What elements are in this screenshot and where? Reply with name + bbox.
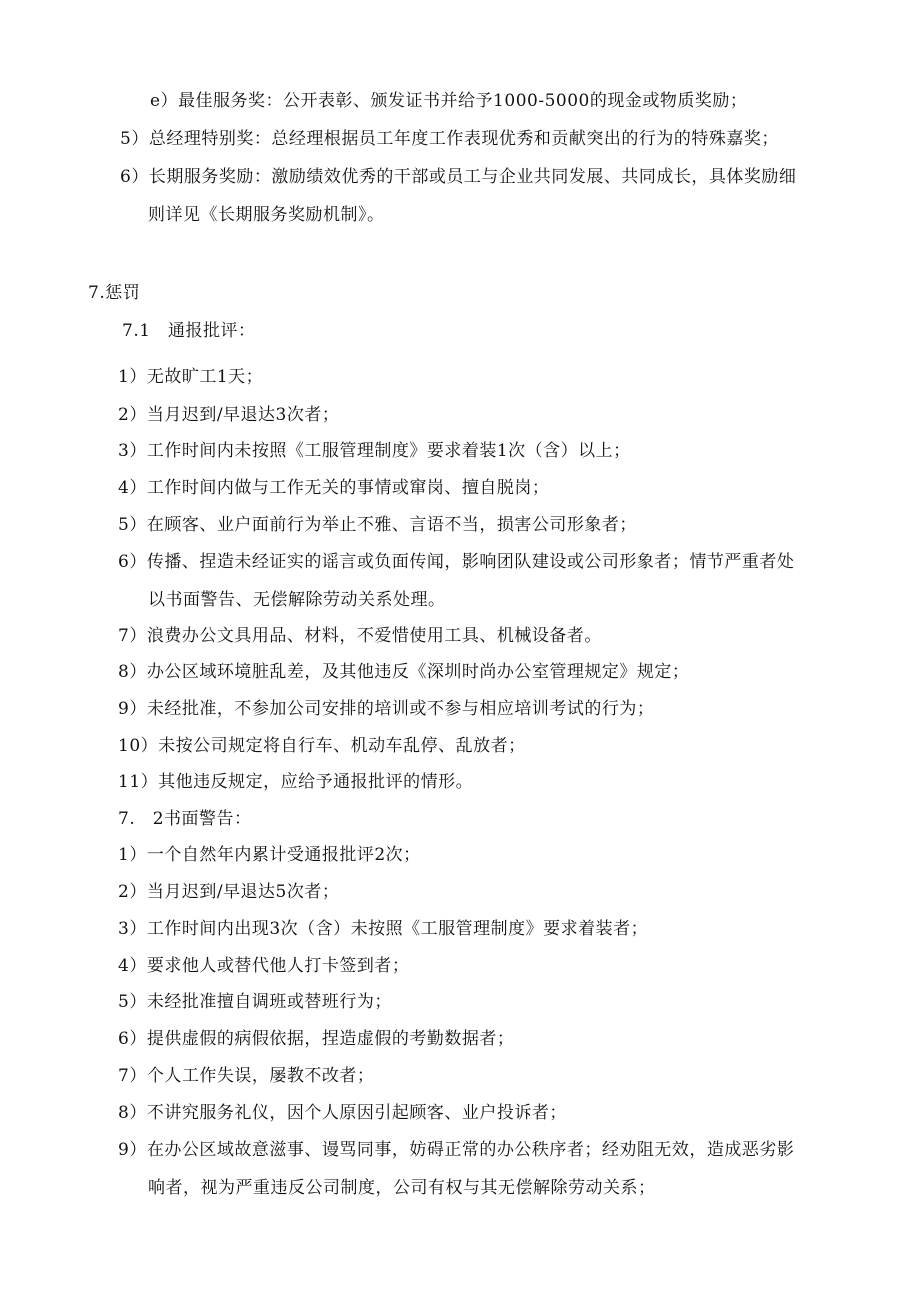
list-item: 4）工作时间内做与工作无关的事情或窜岗、擅自脱岗； [118, 478, 550, 498]
list-item: 10）未按公司规定将自行车、机动车乱停、乱放者； [118, 736, 526, 756]
list-item: 8）不讲究服务礼仪，因个人原因引起顾客、业户投诉者； [118, 1103, 567, 1123]
subsection-title-notice-criticism: 7.1 通报批评： [122, 321, 256, 341]
reward-item-e: e）最佳服务奖：公开表彰、颁发证书并给予1000-5000的现金或物质奖励； [150, 91, 748, 111]
list-item: 2）当月迟到/早退达5次者； [118, 882, 340, 902]
list-item: 1）无故旷工1天； [118, 367, 264, 387]
reward-item-6-line2: 则详见《长期服务奖励机制》。 [148, 205, 385, 225]
list-item: 3）工作时间内未按照《工服管理制度》要求着装1次（含）以上； [118, 441, 631, 461]
list-item: 4）要求他人或替代他人打卡签到者； [118, 956, 410, 976]
reward-item-6-line1: 6）长期服务奖励：激励绩效优秀的干部或员工与企业共同发展、共同成长，具体奖励细 [120, 167, 797, 187]
reward-item-5: 5）总经理特别奖：总经理根据员工年度工作表现优秀和贡献突出的行为的特殊嘉奖； [120, 129, 779, 149]
list-item: 7）浪费办公文具用品、材料，不爱惜使用工具、机械设备者。 [118, 626, 602, 646]
list-item: 7）个人工作失误，屡教不改者； [118, 1066, 375, 1086]
list-item: 5）未经批准擅自调班或替班行为； [118, 992, 392, 1012]
subsection-title-written-warning: 7. 2书面警告： [118, 809, 252, 829]
list-item: 3）工作时间内出现3次（含）未按照《工服管理制度》要求着装者； [118, 919, 649, 939]
list-item: 8）办公区域环境脏乱差，及其他违反《深圳时尚办公室管理规定》规定； [118, 662, 690, 682]
list-item: 1）一个自然年内累计受通报批评2次； [118, 845, 421, 865]
list-item: 9）在办公区域故意滋事、谩骂同事，妨碍正常的办公秩序者；经劝阻无效，造成恶劣影 [118, 1140, 795, 1160]
list-item: 9）未经批准，不参加公司安排的培训或不参与相应培训考试的行为； [118, 699, 655, 719]
list-item: 2）当月迟到/早退达3次者； [118, 405, 340, 425]
list-item-continuation: 响者，视为严重违反公司制度，公司有权与其无偿解除劳动关系； [148, 1178, 656, 1198]
list-item: 5）在顾客、业户面前行为举止不雅、言语不当，损害公司形象者； [118, 515, 637, 535]
list-item: 11）其他违反规定，应给予通报批评的情形。 [118, 772, 474, 792]
list-item-continuation: 以书面警告、无偿解除劳动关系处理。 [148, 590, 446, 610]
section-title-penalty: 7.惩罚 [88, 283, 141, 303]
list-item: 6）传播、捏造未经证实的谣言或负面传闻，影响团队建设或公司形象者；情节严重者处 [118, 552, 795, 572]
list-item: 6）提供虚假的病假依据，捏造虚假的考勤数据者； [118, 1029, 515, 1049]
